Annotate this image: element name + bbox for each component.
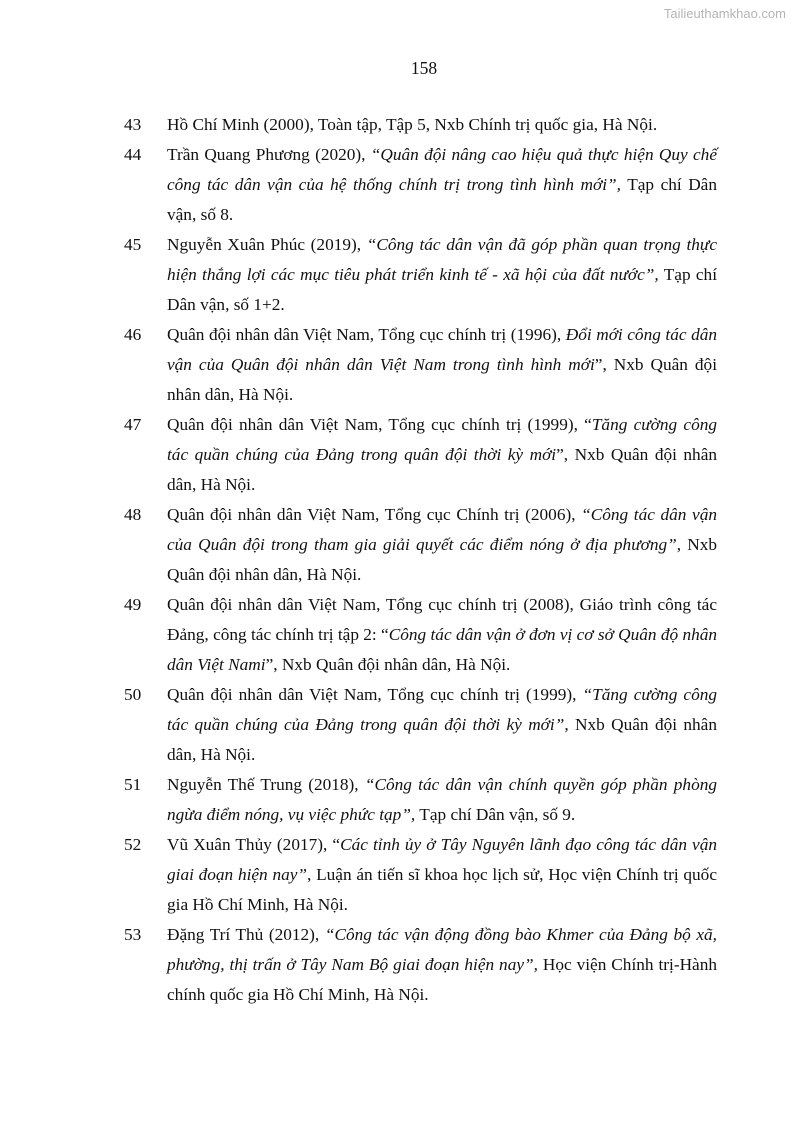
- reference-text: , Luận án tiến sĩ khoa học lịch sử, Học viện Chính trị quốc gia Hồ Chí Minh, Hà Nội.: [167, 865, 717, 914]
- reference-text: ”, Nxb Quân đội nhân dân, Hà Nội.: [167, 355, 717, 404]
- reference-text: Nguyễn Xuân Phúc (2019),: [167, 235, 367, 254]
- reference-text: Đặng Trí Thủ (2012),: [167, 925, 325, 944]
- reference-item: [124, 410, 717, 500]
- reference-text: Học viện Chính trị-Hành chính quốc gia Hồ Chí Minh, Hà Nội.: [167, 955, 718, 1004]
- reference-text: Tạp chí Dân vận, số 9.: [415, 805, 576, 824]
- reference-text: ”, Nxb Quân đội nhân dân, Hà Nội.: [167, 445, 717, 494]
- reference-item: [124, 830, 717, 920]
- reference-title: Các tỉnh ủy ở Tây Nguyên lãnh đạo công tác dân vận giai đoạn hiện nay”: [167, 835, 718, 884]
- reference-title: “Công tác vận động đồng bào Khmer của Đảng bộ xã, phường, thị trấn ở Tây Nam Bộ giai đoạn hiện nay”,: [167, 925, 717, 974]
- reference-text: Hồ Chí Minh (2000), Toàn tập, Tập 5, Nxb Chính trị quốc gia, Hà Nội.: [167, 115, 658, 134]
- reference-number: 48: [124, 505, 142, 524]
- reference-number: 46: [124, 325, 142, 344]
- reference-number: 45: [124, 235, 142, 254]
- reference-number: 49: [124, 595, 142, 614]
- reference-title: “Quân đội nâng cao hiệu quả thực hiện Quy chế công tác dân vận của hệ thống chính trị trong tình hình mới”,: [167, 145, 717, 194]
- reference-title: “Tăng cường công tác quần chúng của Đảng trong quân đội thời kỳ mới”: [167, 685, 718, 734]
- reference-number: 51: [124, 775, 142, 794]
- reference-text: Quân đội nhân dân Việt Nam, Tổng cục chính trị (1999),: [167, 685, 583, 704]
- reference-text: , Nxb Quân đội nhân dân, Hà Nội.: [167, 535, 718, 584]
- reference-list: [124, 110, 717, 1010]
- reference-item: [124, 110, 717, 140]
- reference-item: [124, 680, 717, 770]
- reference-number: 53: [124, 925, 142, 944]
- reference-title: Đổi mới công tác dân vận của Quân đội nhân dân Việt Nam trong tình hình mới: [167, 325, 717, 374]
- reference-text: Tạp chí Dân vận, số 1+2.: [167, 265, 717, 314]
- reference-item: [124, 320, 717, 410]
- reference-text: Quân đội nhân dân Việt Nam, Tổng cục chính trị (1996),: [167, 325, 566, 344]
- watermark: Tailieuthamkhao.com: [663, 6, 786, 21]
- reference-text: Tạp chí Dân vận, số 8.: [167, 175, 717, 224]
- reference-item: [124, 500, 717, 590]
- reference-item: [124, 770, 717, 830]
- reference-title: “Công tác dân vận của Quân đội trong tham gia giải quyết các điểm nóng ở địa phương”: [167, 505, 717, 554]
- reference-number: 43: [124, 115, 142, 134]
- reference-item: [124, 590, 717, 680]
- reference-text: Nguyễn Thế Trung (2018),: [167, 775, 365, 794]
- reference-number: 50: [124, 685, 142, 704]
- reference-number: 52: [124, 835, 142, 854]
- reference-text: , Nxb Quân đội nhân dân, Hà Nội.: [167, 715, 717, 764]
- reference-title: Tăng cường công tác quần chúng của Đảng trong quân đội thời kỳ mới: [167, 415, 717, 464]
- reference-title: “Công tác dân vận đã góp phần quan trọng thực hiện thắng lợi các mục tiêu phát triển kinh tế - xã hội của đất nước”,: [167, 235, 717, 284]
- reference-text: Vũ Xuân Thủy (2017), “: [167, 835, 341, 854]
- reference-text: ”, Nxb Quân đội nhân dân, Hà Nội.: [265, 655, 511, 674]
- reference-text: Quân đội nhân dân Việt Nam, Tổng cục chính trị (1999), “: [167, 415, 592, 434]
- reference-item: [124, 140, 717, 230]
- reference-item: [124, 920, 717, 1010]
- reference-title: “Công tác dân vận chính quyền góp phần phòng ngừa điểm nóng, vụ việc phức tạp”,: [167, 775, 717, 824]
- reference-text: Trần Quang Phương (2020),: [167, 145, 371, 164]
- reference-title: Công tác dân vận ở đơn vị cơ sở Quân độ nhân dân Việt Nami: [167, 625, 718, 674]
- reference-item: [124, 230, 717, 320]
- reference-number: 47: [124, 415, 142, 434]
- reference-text: Quân đội nhân dân Việt Nam, Tổng cục Chính trị (2006),: [167, 505, 582, 524]
- reference-text: Quân đội nhân dân Việt Nam, Tổng cục chính trị (2008), Giáo trình công tác Đảng, công tác chính trị tập 2: “: [167, 595, 717, 644]
- reference-number: 44: [124, 145, 142, 164]
- page-number: 158: [410, 58, 438, 78]
